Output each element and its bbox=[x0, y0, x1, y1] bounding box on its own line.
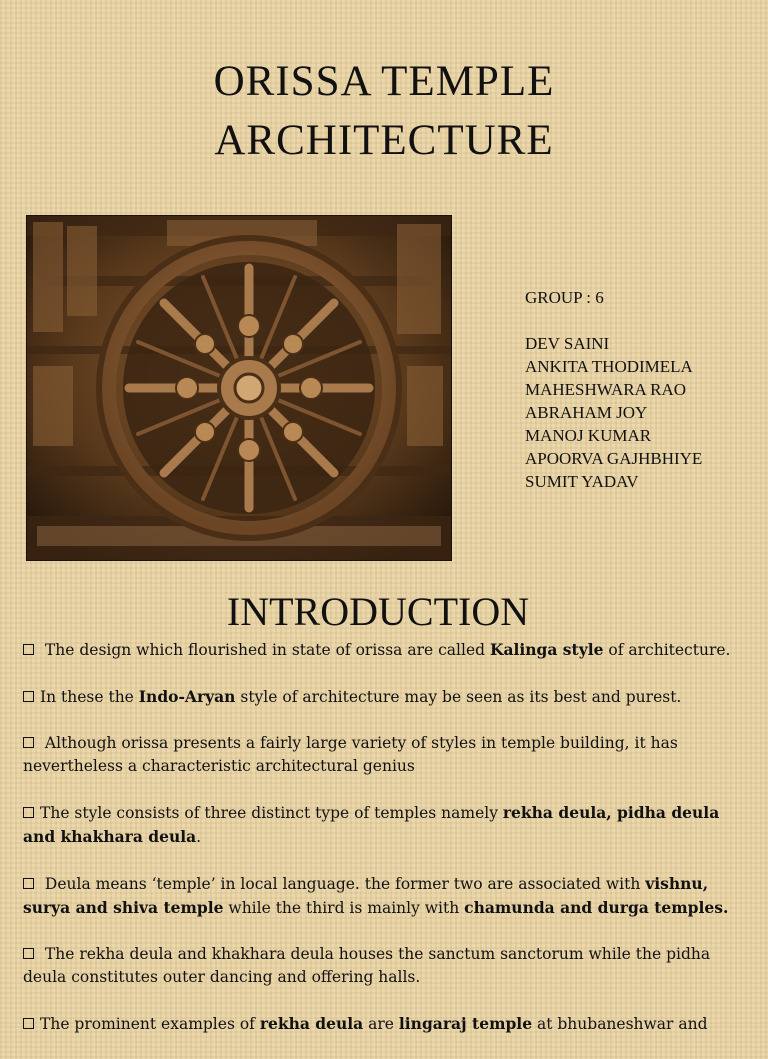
bullet-text: In these the bbox=[40, 688, 139, 706]
intro-heading: INTRODUCTION bbox=[226, 589, 530, 634]
bullet-text: Although orissa presents a fairly large variety of styles in temple building, it has nevertheless a characteristic architectural genius bbox=[23, 734, 678, 775]
bullet-text: . bbox=[196, 828, 202, 846]
bullet-text: are bbox=[363, 1015, 399, 1033]
bullet-text: The design which flourished in state of orissa are called bbox=[40, 641, 490, 659]
intro-bullet bbox=[23, 801, 753, 849]
group-member: MANOJ KUMAR bbox=[525, 426, 652, 445]
group-member: SUMIT YADAV bbox=[525, 472, 639, 491]
bullet-bold-text: vishnu, surya and shiva temple bbox=[23, 874, 709, 917]
page-title bbox=[0, 52, 768, 170]
bullet-text: The style consists of three distinct type of temples namely bbox=[40, 804, 503, 822]
intro-bullet bbox=[23, 638, 753, 662]
intro-bullet bbox=[23, 732, 753, 778]
bullet-bold-text: rekha deula bbox=[259, 1014, 364, 1033]
intro-bullet bbox=[23, 872, 753, 920]
group-member: APOORVA GAJHBHIYE bbox=[525, 449, 703, 468]
group-member: DEV SAINI bbox=[525, 334, 610, 353]
checkbox-bullet-icon bbox=[23, 737, 34, 748]
bullet-text: The prominent examples of bbox=[40, 1015, 260, 1033]
bullet-text: of architecture. bbox=[603, 641, 731, 659]
temple-wheel-photo bbox=[26, 215, 452, 561]
bullet-text: while the third is mainly with bbox=[223, 899, 465, 917]
checkbox-bullet-icon bbox=[23, 878, 34, 889]
bullet-bold-text: rekha deula, pidha deula and khakhara deula bbox=[23, 803, 720, 846]
title-line-1: ORISSA TEMPLE bbox=[213, 58, 555, 105]
bullet-text: at bhubaneshwar and bbox=[532, 1015, 708, 1033]
intro-bullet bbox=[23, 1012, 753, 1036]
intro-bullet bbox=[23, 943, 753, 989]
member-list bbox=[525, 332, 702, 493]
bullet-text: style of architecture may be seen as its best and purest. bbox=[235, 688, 682, 706]
group-member: MAHESHWARA RAO bbox=[525, 380, 687, 399]
bullet-text: The rekha deula and khakhara deula houses the sanctum sanctorum while the pidha deula constitutes outer dancing and offering halls. bbox=[23, 945, 711, 986]
group-member: ANKITA THODIMELA bbox=[525, 357, 693, 376]
group-member: ABRAHAM JOY bbox=[525, 403, 648, 422]
bullet-bold-text: Kalinga style bbox=[489, 640, 604, 659]
bullet-bold-text: Indo-Aryan bbox=[138, 687, 236, 706]
intro-bullet bbox=[23, 685, 753, 709]
konark-wheel-illustration bbox=[27, 216, 451, 560]
group-info bbox=[525, 286, 702, 493]
checkbox-bullet-icon bbox=[23, 948, 34, 959]
checkbox-bullet-icon bbox=[23, 644, 34, 655]
checkbox-bullet-icon bbox=[23, 691, 34, 702]
checkbox-bullet-icon bbox=[23, 807, 34, 818]
intro-bullet-list bbox=[23, 638, 753, 1059]
group-label: GROUP : 6 bbox=[525, 288, 604, 307]
bullet-text: Deula means ‘temple’ in local language. the former two are associated with bbox=[40, 875, 646, 893]
bullet-bold-text: lingaraj temple bbox=[398, 1014, 533, 1033]
bullet-bold-text: chamunda and durga temples. bbox=[464, 898, 729, 917]
title-line-2: ARCHITECTURE bbox=[214, 117, 554, 164]
